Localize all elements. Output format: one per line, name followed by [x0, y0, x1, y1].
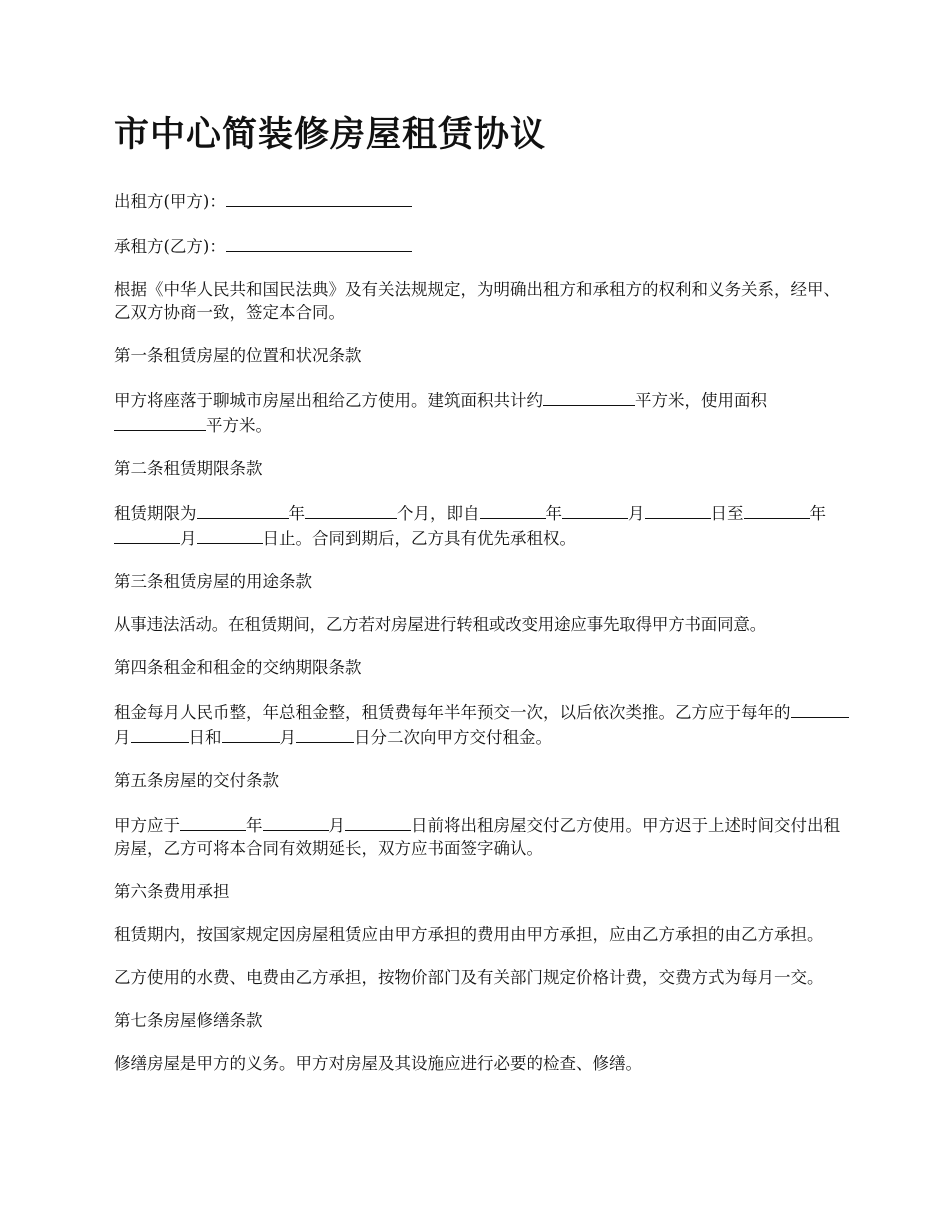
- s4-text-c: 日和: [188, 728, 222, 747]
- s5-text-b: 年: [246, 816, 263, 835]
- lessor-line: [114, 188, 854, 213]
- s4-text-b: 月: [114, 728, 131, 747]
- s2-text-i: 日止。合同到期后，乙方具有优先承租权。: [262, 529, 576, 548]
- s1-text-c: 平方米。: [206, 416, 272, 435]
- section-1-paragraph: [114, 387, 854, 437]
- s2-text-a: 租赁期限为: [114, 504, 197, 523]
- s2-text-f: 日至: [710, 504, 744, 523]
- section-3-heading: 第三条租赁房屋的用途条款: [114, 572, 312, 591]
- lessor-label: 出租方(甲方)：: [114, 192, 226, 211]
- intro-paragraph: 根据《中华人民共和国民法典》及有关法规规定，为明确出租方和承租方的权利和义务关系，经甲、乙双方协商一致，签定本合同。: [114, 280, 840, 322]
- document-title: 市中心简装修房屋租赁协议: [114, 114, 547, 155]
- pay1-month-blank: [791, 699, 849, 718]
- section-1-heading: 第一条租赁房屋的位置和状况条款: [114, 346, 362, 365]
- s4-text-a: 租金每月人民币整，年总租金整，租赁费每年半年预交一次，以后依次类推。乙方应于每年的: [114, 703, 791, 722]
- start-month-blank: [562, 500, 628, 519]
- s2-text-b: 年: [288, 504, 305, 523]
- usable-area-blank: [114, 412, 206, 431]
- section-4-heading: 第四条租金和租金的交纳期限条款: [114, 658, 362, 677]
- pay2-month-blank: [222, 724, 280, 743]
- end-month-blank: [114, 525, 180, 544]
- term-months-blank: [305, 500, 397, 519]
- section-2-paragraph: [114, 500, 854, 550]
- section-7-heading: 第七条房屋修缮条款: [114, 1011, 263, 1030]
- lessor-blank: [226, 188, 412, 207]
- section-5-heading: 第五条房屋的交付条款: [114, 771, 279, 790]
- s5-text-a: 甲方应于: [114, 816, 180, 835]
- s1-text-a: 甲方将座落于聊城市房屋出租给乙方使用。建筑面积共计约: [114, 391, 543, 410]
- delivery-day-blank: [345, 812, 411, 831]
- s2-text-c: 个月，即自: [397, 504, 480, 523]
- section-3-paragraph: 从事违法活动。在租赁期间，乙方若对房屋进行转租或改变用途应事先取得甲方书面同意。: [114, 615, 767, 634]
- section-2-heading: 第二条租赁期限条款: [114, 459, 263, 478]
- end-year-blank: [744, 500, 810, 519]
- s2-text-h: 月: [180, 529, 197, 548]
- section-6-heading: 第六条费用承担: [114, 882, 230, 901]
- section-5-paragraph: [114, 812, 854, 860]
- s5-text-d: 日前将出租房屋交付乙方使用。甲方迟于上述时间交付出租房屋，乙方可将本合同有效期延长，双方应书面签字确认。: [114, 816, 840, 858]
- s4-text-e: 日分二次向甲方交付租金。: [354, 728, 552, 747]
- section-6-paragraph-1: 租赁期内，按国家规定因房屋租赁应由甲方承担的费用由甲方承担，应由乙方承担的由乙方承担。: [114, 925, 824, 944]
- delivery-year-blank: [180, 812, 246, 831]
- section-6-paragraph-2: 乙方使用的水费、电费由乙方承担，按物价部门及有关部门规定价格计费，交费方式为每月一交。: [114, 968, 824, 987]
- area-blank: [543, 387, 635, 406]
- start-year-blank: [480, 500, 546, 519]
- section-4-paragraph: [114, 699, 854, 749]
- delivery-month-blank: [263, 812, 329, 831]
- pay2-day-blank: [296, 724, 354, 743]
- lessee-line: [114, 233, 854, 258]
- end-day-blank: [197, 525, 263, 544]
- lessee-label: 承租方(乙方)：: [114, 237, 226, 256]
- s4-text-d: 月: [279, 728, 296, 747]
- document-page: [114, 108, 854, 1095]
- s1-text-b: 平方米，使用面积: [635, 391, 767, 410]
- s2-text-d: 年: [545, 504, 562, 523]
- lessee-blank: [226, 233, 412, 252]
- term-years-blank: [197, 500, 289, 519]
- pay1-day-blank: [131, 724, 189, 743]
- section-7-paragraph: 修缮房屋是甲方的义务。甲方对房屋及其设施应进行必要的检查、修缮。: [114, 1054, 642, 1073]
- s2-text-e: 月: [628, 504, 645, 523]
- s5-text-c: 月: [328, 816, 345, 835]
- start-day-blank: [645, 500, 711, 519]
- s2-text-g: 年: [809, 504, 826, 523]
